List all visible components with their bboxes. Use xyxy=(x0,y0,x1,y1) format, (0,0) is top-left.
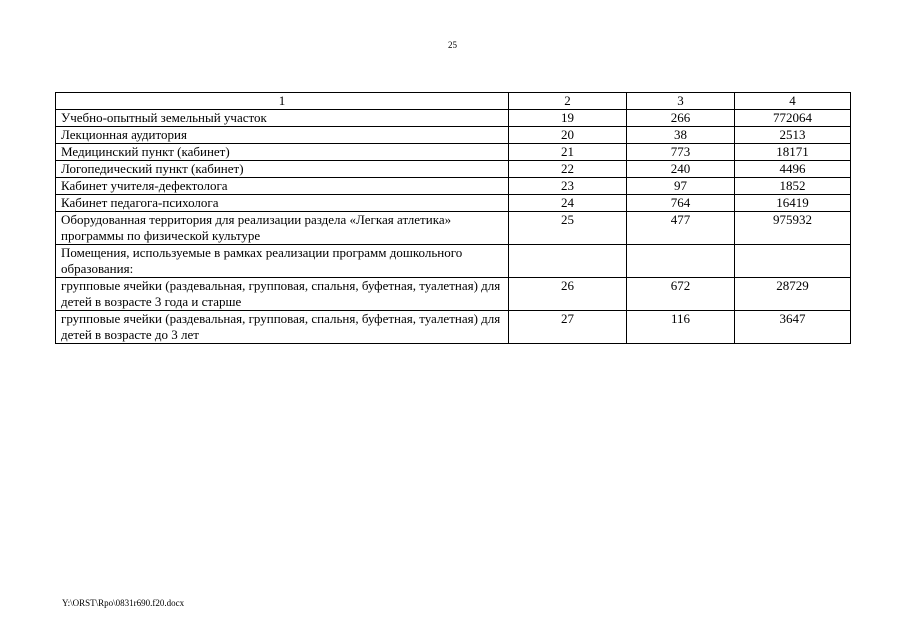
row-name: Медицинский пункт (кабинет) xyxy=(56,144,509,161)
row-name: Кабинет педагога-психолога xyxy=(56,195,509,212)
table-row xyxy=(56,161,851,178)
column-header: 3 xyxy=(627,93,735,110)
row-code: 27 xyxy=(509,311,627,344)
table-row xyxy=(56,311,851,344)
row-count: 764 xyxy=(627,195,735,212)
row-name: Лекционная аудитория xyxy=(56,127,509,144)
table-row xyxy=(56,245,851,278)
row-code: 23 xyxy=(509,178,627,195)
row-code: 20 xyxy=(509,127,627,144)
column-header: 4 xyxy=(735,93,851,110)
row-area: 4496 xyxy=(735,161,851,178)
data-table xyxy=(55,92,851,344)
row-name: групповые ячейки (раздевальная, групповая, спальня, буфетная, туалетная) для детей в возрасте 3 года и старше xyxy=(56,278,509,311)
row-name: Кабинет учителя-дефектолога xyxy=(56,178,509,195)
row-count: 38 xyxy=(627,127,735,144)
table-row xyxy=(56,127,851,144)
row-area: 975932 xyxy=(735,212,851,245)
column-header: 1 xyxy=(56,93,509,110)
row-count: 240 xyxy=(627,161,735,178)
table-row xyxy=(56,212,851,245)
row-count: 773 xyxy=(627,144,735,161)
row-code: 25 xyxy=(509,212,627,245)
row-count: 672 xyxy=(627,278,735,311)
row-name: Помещения, используемые в рамках реализации программ дошкольного образования: xyxy=(56,245,509,278)
row-code xyxy=(509,245,627,278)
row-code: 19 xyxy=(509,110,627,127)
row-area: 28729 xyxy=(735,278,851,311)
row-area: 18171 xyxy=(735,144,851,161)
table-row xyxy=(56,178,851,195)
row-count: 116 xyxy=(627,311,735,344)
footer-file-path: Y:\ORST\Rpo\0831r690.f20.docx xyxy=(62,598,185,608)
table-row xyxy=(56,144,851,161)
row-area: 2513 xyxy=(735,127,851,144)
row-code: 21 xyxy=(509,144,627,161)
table-row xyxy=(56,195,851,212)
table-row xyxy=(56,110,851,127)
row-area xyxy=(735,245,851,278)
page-number: 25 xyxy=(448,40,457,50)
row-name: Учебно-опытный земельный участок xyxy=(56,110,509,127)
row-code: 24 xyxy=(509,195,627,212)
row-area: 1852 xyxy=(735,178,851,195)
row-count: 477 xyxy=(627,212,735,245)
row-code: 22 xyxy=(509,161,627,178)
table-header-row xyxy=(56,93,851,110)
table-row xyxy=(56,278,851,311)
row-count: 97 xyxy=(627,178,735,195)
row-name: Оборудованная территория для реализации раздела «Легкая атлетика» программы по физической культуре xyxy=(56,212,509,245)
row-name: Логопедический пункт (кабинет) xyxy=(56,161,509,178)
row-area: 772064 xyxy=(735,110,851,127)
row-area: 16419 xyxy=(735,195,851,212)
row-count xyxy=(627,245,735,278)
row-code: 26 xyxy=(509,278,627,311)
row-area: 3647 xyxy=(735,311,851,344)
row-count: 266 xyxy=(627,110,735,127)
row-name: групповые ячейки (раздевальная, групповая, спальня, буфетная, туалетная) для детей в возрасте до 3 лет xyxy=(56,311,509,344)
column-header: 2 xyxy=(509,93,627,110)
